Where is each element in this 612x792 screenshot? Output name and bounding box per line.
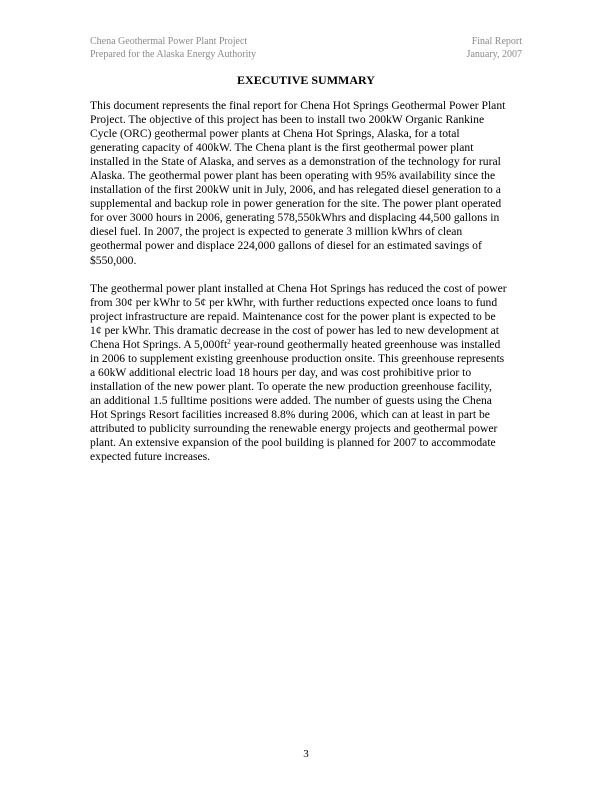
text-line: in 2006 to supplement existing greenhouse production onsite. This greenhouse represents [90, 351, 505, 365]
text-line: a 60kW additional electric load 18 hours per day, and was cost prohibitive prior to [90, 365, 472, 379]
text-line: an additional 1.5 fulltime positions were added. The number of guests using the Chena [90, 393, 492, 407]
text-line: geothermal power and displace 224,000 gallons of diesel for an estimated savings of [90, 239, 482, 253]
header-prepared-for: Prepared for the Alaska Energy Authority [90, 48, 257, 60]
text-line: Hot Springs Resort facilities increased 8.8% during 2006, which can at least in part be [90, 407, 490, 421]
paragraph-spacer [90, 268, 526, 282]
text-line: Alaska. The geothermal power plant has been operating with 95% availability since the [90, 169, 496, 183]
text-line: from 30¢ per kWhr to 5¢ per kWhr, with further reductions expected once loans to fund [90, 295, 498, 309]
text-line: plant. An extensive expansion of the pool building is planned for 2007 to accommodate [90, 436, 496, 450]
executive-summary-body [90, 99, 526, 464]
section-title: EXECUTIVE SUMMARY [237, 73, 375, 87]
paragraph-2 [90, 282, 526, 465]
text-line: The geothermal power plant installed at Chena Hot Springs has reduced the cost of power [90, 281, 507, 295]
text-line: installation of the first 200kW unit in July, 2006, and has relegated diesel generation to a [90, 183, 501, 197]
header-right [467, 36, 522, 61]
text-line: diesel fuel. In 2007, the project is expected to generate 3 million kWhrs of clean [90, 225, 463, 239]
text-line: generating capacity of 400kW. The Chena plant is the first geothermal power plant [90, 141, 474, 155]
header-left [90, 36, 256, 61]
header-report-type: Final Report [471, 36, 522, 47]
text-line: supplemental and backup role in power generation for the site. The power plant operated [90, 197, 502, 211]
text-line: installation of the new power plant. To operate the new production greenhouse facility, [90, 379, 492, 393]
text-line: installed in the State of Alaska, and serves as a demonstration of the technology for rural [90, 155, 501, 169]
header-project-name: Chena Geothermal Power Plant Project [90, 36, 248, 47]
text-line-with-superscript [90, 338, 526, 352]
header-date: January, 2007 [466, 48, 522, 60]
text-segment: Chena Hot Springs. A 5,000ft [90, 337, 228, 351]
text-line: expected future increases. [90, 450, 211, 464]
paragraph-1 [90, 99, 526, 268]
text-line: attributed to publicity surrounding the renewable energy projects and geothermal power [90, 422, 498, 436]
text-line: Project. The objective of this project has been to install two 200kW Organic Rankine [90, 113, 485, 127]
text-line: for over 3000 hours in 2006, generating 578,550kWhrs and displacing 44,500 gallons in [90, 211, 500, 225]
page-number: 3 [303, 748, 309, 760]
text-line: project infrastructure are repaid. Maintenance cost for the power plant is expected to be [90, 309, 496, 323]
text-segment: year-round geothermally heated greenhouse was installed [230, 337, 501, 351]
text-line: This document represents the final report for Chena Hot Springs Geothermal Power Plant [90, 99, 506, 112]
text-line: $550,000. [90, 253, 137, 267]
text-line: 1¢ per kWhr. This dramatic decrease in the cost of power has led to new development at [90, 323, 499, 337]
superscript-squared: 2 [227, 337, 231, 346]
text-line: Cycle (ORC) geothermal power plants at Chena Hot Springs, Alaska, for a total [90, 127, 460, 141]
